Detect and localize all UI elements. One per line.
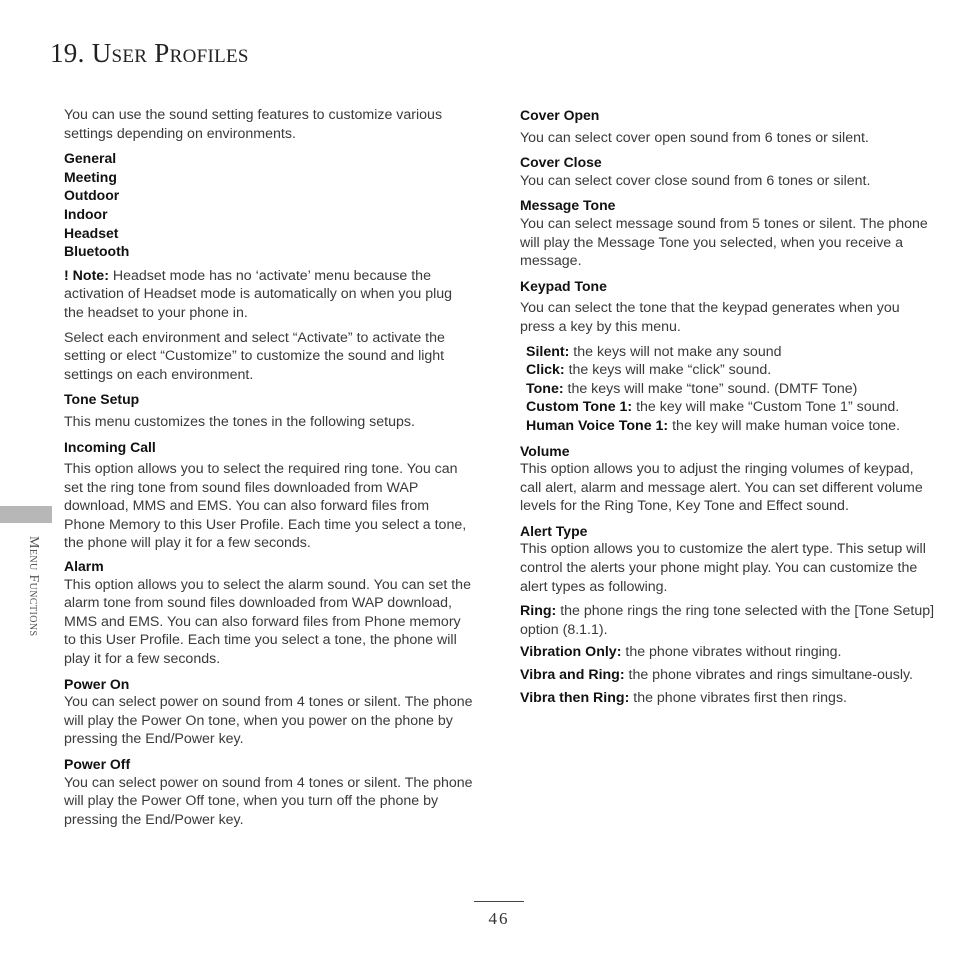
keypad-option-text: the keys will make “tone” sound. (DMTF Tone)	[563, 380, 858, 397]
power-off-text: You can select power on sound from 4 tones or silent. The phone will play the Power Off tone, when you turn off the phone by pressing the End/Power key.	[64, 774, 473, 828]
profile-item: Outdoor	[64, 187, 120, 204]
power-on-text: You can select power on sound from 4 tones or silent. The phone will play the Power On tone, when you power on the phone by pressing the End/Power key.	[64, 694, 473, 748]
message-tone-heading: Message Tone	[520, 197, 616, 214]
note-text: Headset mode has no ‘activate’ menu because the activation of Headset mode is automatically on when you plug the headset to your phone in.	[64, 267, 453, 321]
keypad-option-label: Human Voice Tone 1:	[526, 417, 669, 434]
cover-open-heading: Cover Open	[520, 107, 600, 123]
keypad-option-list	[520, 343, 936, 436]
profile-item: Indoor	[64, 205, 108, 222]
power-on-heading: Power On	[64, 675, 130, 692]
alert-option	[520, 666, 936, 685]
intro-text: You can use the sound setting features to customize various settings depending on environments.	[64, 107, 443, 142]
cover-close-text: You can select cover close sound from 6 tones or silent.	[520, 172, 871, 189]
side-tab-label: Menu Functions	[26, 536, 41, 637]
message-tone-text: You can select message sound from 5 tones or silent. The phone will play the Message Tone you selected, when you receive a message.	[520, 215, 928, 270]
keypad-option	[526, 380, 936, 399]
alarm-heading: Alarm	[64, 558, 104, 575]
keypad-option-text: the key will make human voice tone.	[668, 417, 901, 434]
alert-type-text: This option allows you to customize the alert type. This setup will control the alerts your phone might play. You can customize the alert types as following.	[520, 541, 926, 595]
side-tab-bar	[0, 506, 52, 523]
profile-item: Bluetooth	[64, 243, 130, 260]
alert-option-label: Vibra and Ring:	[520, 667, 625, 684]
alert-option	[520, 643, 936, 662]
volume-heading: Volume	[520, 442, 570, 459]
keypad-option	[526, 361, 936, 380]
note-label: ! Note:	[64, 267, 109, 284]
select-instructions: Select each environment and select “Activate” to activate the setting or elect “Customize” to customize the sound and light settings on each environment.	[64, 329, 445, 383]
page-number: 46	[488, 909, 510, 928]
alert-option-text: the phone vibrates without ringing.	[621, 644, 842, 661]
power-off-heading: Power Off	[64, 756, 131, 772]
cover-close-heading: Cover Close	[520, 154, 602, 171]
keypad-option	[526, 417, 936, 436]
alert-option-label: Ring:	[520, 603, 557, 620]
profile-list	[64, 149, 474, 261]
tone-setup-text: This menu customizes the tones in the following setups.	[64, 413, 415, 430]
keypad-tone-heading: Keypad Tone	[520, 277, 607, 294]
keypad-option-label: Tone:	[526, 380, 564, 397]
keypad-option-label: Click:	[526, 362, 565, 379]
page-number-rule	[474, 901, 524, 902]
incoming-call-text: This option allows you to select the required ring tone. You can set the ring tone from sound files downloaded from WAP download, MMS and EMS. You can also forward files from Phone Memory to this User Profile. Each time you select a tone, the phone will play it for a few seconds.	[64, 461, 467, 552]
cover-open-text: You can select cover open sound from 6 tones or silent.	[520, 129, 869, 146]
note-paragraph	[64, 267, 474, 323]
profile-item: Meeting	[64, 168, 117, 185]
keypad-option-text: the keys will make “click” sound.	[564, 362, 772, 379]
incoming-call-heading: Incoming Call	[64, 438, 156, 455]
alert-option-label: Vibration Only:	[520, 644, 622, 661]
left-column	[64, 106, 474, 829]
volume-text: This option allows you to adjust the ringing volumes of keypad, call alert, alarm and message alert. You can set different volume levels for the Ring Tone, Key Tone and Effect sound.	[520, 461, 923, 515]
alert-option-text: the phone rings the ring tone selected with the [Tone Setup] option (8.1.1).	[520, 603, 935, 638]
keypad-option-label: Custom Tone 1:	[526, 399, 633, 416]
tone-setup-heading: Tone Setup	[64, 391, 140, 408]
keypad-tone-text: You can select the tone that the keypad generates when you press a key by this menu.	[520, 300, 900, 335]
profile-item: Headset	[64, 224, 119, 241]
alert-option-text: the phone vibrates and rings simultane-ously.	[624, 667, 913, 684]
keypad-option	[526, 398, 936, 417]
right-column	[520, 106, 936, 707]
keypad-option	[526, 343, 936, 362]
keypad-option-text: the key will make “Custom Tone 1” sound.	[632, 399, 900, 416]
alarm-text: This option allows you to select the alarm sound. You can set the alarm tone from sound files downloaded from WAP download, MMS and EMS. You can also forward files from Phone memory to this User Profile. Each time you select a tone, the phone will play it for a few seconds.	[64, 576, 471, 668]
alert-option-text: the phone vibrates first then rings.	[629, 689, 847, 706]
alert-type-heading: Alert Type	[520, 522, 588, 539]
profile-item: General	[64, 150, 117, 167]
alert-option	[520, 689, 936, 708]
alert-option	[520, 602, 936, 639]
alert-option-label: Vibra then Ring:	[520, 689, 630, 706]
keypad-option-text: the keys will not make any sound	[569, 343, 782, 360]
keypad-option-label: Silent:	[526, 343, 570, 360]
chapter-title: 19. User Profiles	[50, 38, 249, 68]
